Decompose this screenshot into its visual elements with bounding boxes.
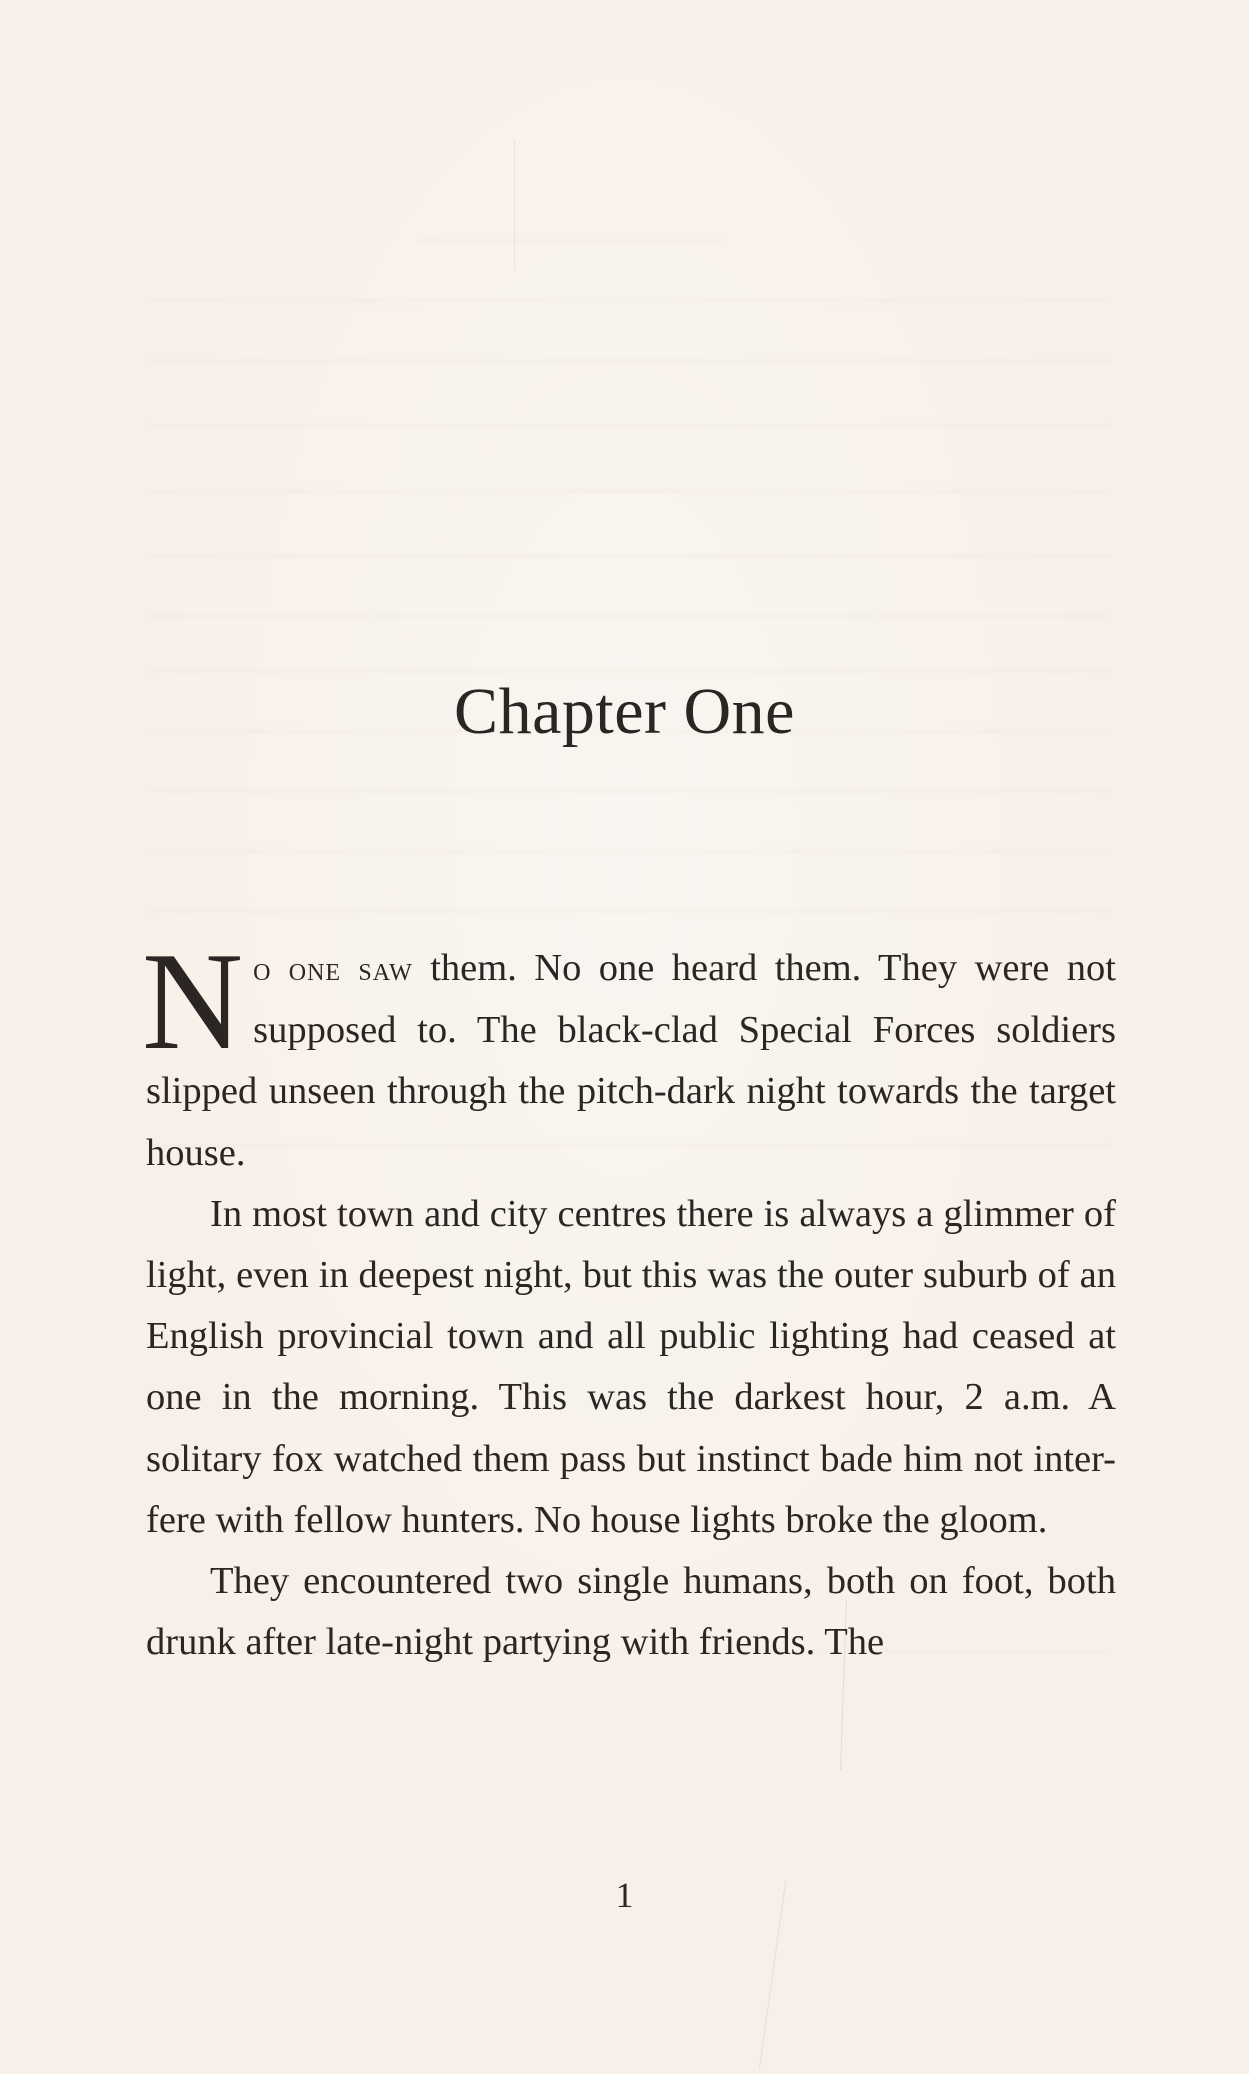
chapter-title: Chapter One (454, 675, 795, 748)
show-through-line (150, 910, 1110, 912)
body-text (142, 924, 1116, 1673)
show-through-line (150, 555, 1110, 557)
paper-crease (514, 140, 515, 270)
show-through-line (150, 360, 1110, 362)
paragraph-1 (142, 924, 1116, 1184)
show-through-line (150, 425, 1110, 427)
paragraph-1-text: them. No one heard them. They were not supposed to. The black-clad Special Forces soldiers slipped unseen through the pitch-dark night towards the target house. (146, 947, 1116, 1174)
show-through-line (150, 300, 1110, 302)
paragraph-2: In most town and city centres there is always a glimmer of light, even in deepest night, but this was the outer suburb of an English provincial town and all public lighting had ceased at one in the morning. This was the darkest hour, 2 a.m. A solitary fox watched them pass but instinct bade him not inter-fere with fellow hunters. No house lights broke the gloom. (146, 1192, 1116, 1541)
opening-small-caps: o one saw (253, 951, 413, 988)
show-through-line (150, 790, 1110, 792)
show-through-line (150, 615, 1110, 617)
show-through-line (150, 670, 1110, 672)
show-through-line (150, 850, 1110, 852)
show-through-line (150, 490, 1110, 492)
show-through-line (420, 240, 720, 242)
drop-cap: N (142, 924, 244, 1079)
page-number: 1 (615, 1875, 634, 1915)
paragraph-3: They encountered two single humans, both on foot, both drunk after late-night partying with friends. The (146, 1560, 1116, 1664)
